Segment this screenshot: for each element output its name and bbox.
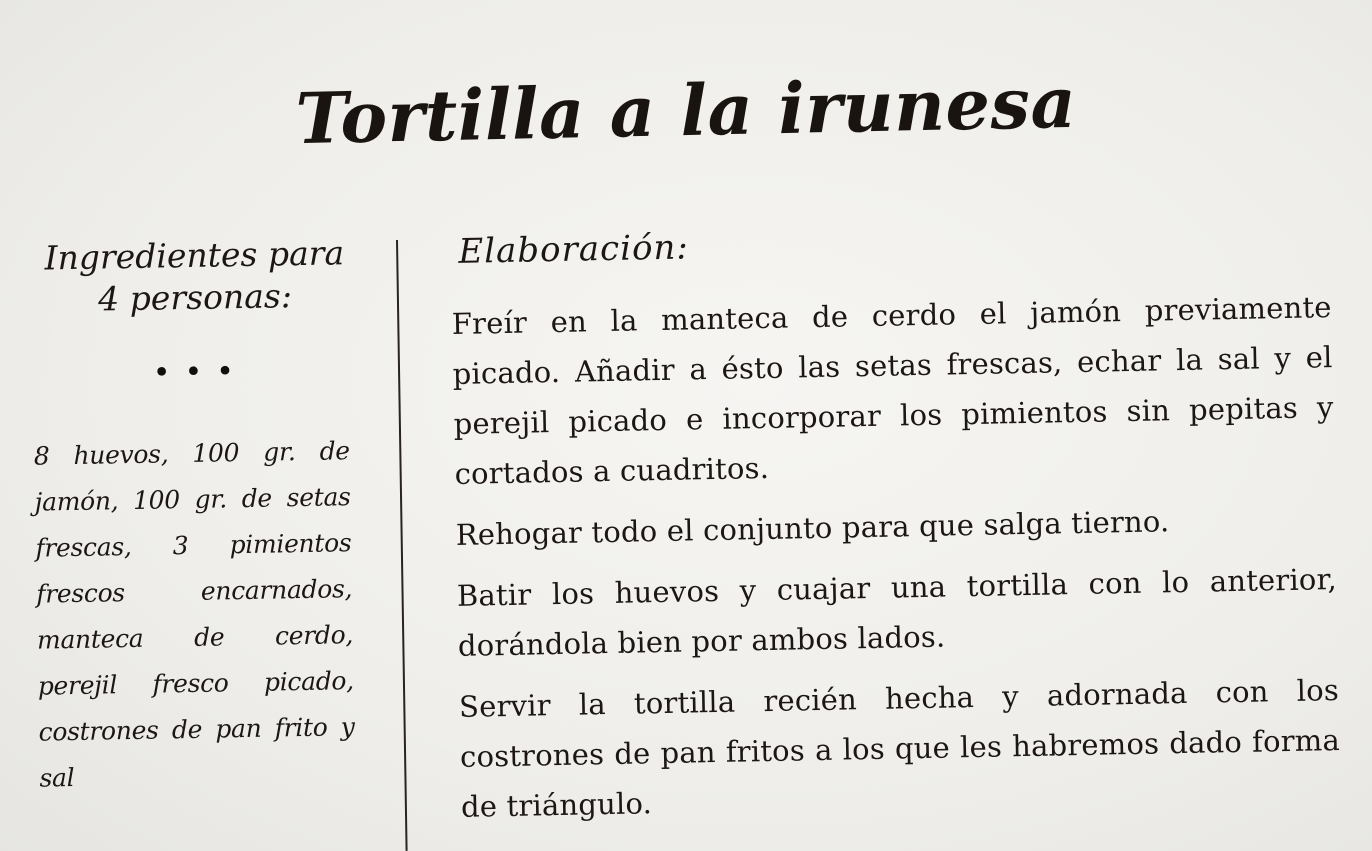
column-divider [396,240,408,851]
preparation-step: Batir los huevos y cuajar una tortilla con lo anterior, dorándola bien por ambos lados. [456,562,1338,663]
preparation-step: Servir la tortilla recién hecha y adornada con los costrones de pan fritos a los que les habremos dado forma de triángulo. [458,673,1341,824]
ingredients-heading: Ingredientes para 4 personas: [44,233,345,319]
ingredients-list: 8 huevos, 100 gr. de jamón, 100 gr. de setas frescas, 3 pimientos frescos encarnados, manteca de cerdo, perejil fresco picado, costrones de pan frito y sal [33,436,355,793]
recipe-title: Tortilla a la irunesa [294,60,1078,161]
ingredients-column [14,232,364,802]
preparation-step: Rehogar todo el conjunto para que salga tierno. [455,504,1170,552]
preparation-column [450,215,1342,843]
preparation-heading: Elaboración: [457,227,690,272]
preparation-step: Freír en la manteca de cerdo el jamón previamente picado. Añadir a ésto las setas frescas, echar la sal y el perejil picado e incorporar los pimientos sin pepitas y cortados a cuadritos. [451,290,1334,491]
ornament-separator: ••• [152,353,249,391]
